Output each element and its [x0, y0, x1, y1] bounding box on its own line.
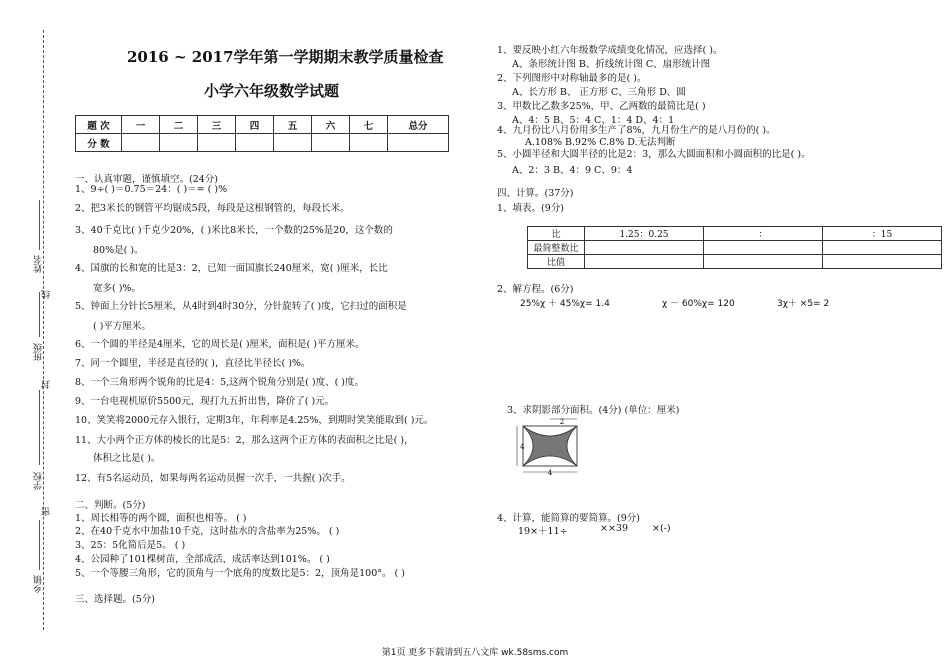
choice-4: 4、九月份比八月份用多生产了8%，九月份生产的是八月份的( )。	[497, 125, 776, 136]
fill-table-title: 1、填表。(9分)	[497, 203, 565, 214]
score-cell[interactable]	[160, 134, 198, 152]
score-header-cell: 三	[198, 116, 236, 134]
score-header-cell: 四	[236, 116, 274, 134]
question-11-cont: 体积之比是( )。	[93, 453, 161, 464]
score-header-cell: 题 次	[76, 116, 122, 134]
question-8: 8、一个三角形两个锐角的比是4：5,这两个锐角分别是( )度、( )度。	[75, 377, 365, 388]
ratio-table-row	[528, 255, 942, 269]
sidebar-label-seal: 封	[42, 380, 52, 389]
sidebar-label-line: 线	[42, 290, 52, 299]
class-underline	[39, 292, 40, 337]
sidebar-label-school: 学校	[34, 472, 44, 490]
dimension-bottom-label: 4	[547, 469, 553, 476]
choice-1: 1、要反映小红六年级数学成绩变化情况，应选择( )。	[497, 45, 723, 56]
sidebar-label-secret: 密	[42, 507, 52, 516]
judge-1: 1、周长相等的两个圆，面积也相等。 ( )	[75, 513, 247, 524]
score-cell[interactable]	[350, 134, 388, 152]
question-4: 4、国旗的长和宽的比是3：2，已知一面国旗长240厘米，宽( )厘米，长比	[75, 263, 388, 274]
score-header-cell: 五	[274, 116, 312, 134]
choice-2-options: A、长方形 B、 正方形 C、三角形 D、圆	[512, 87, 686, 98]
ratio-cell[interactable]	[704, 241, 823, 255]
ratio-cell[interactable]	[585, 241, 704, 255]
ratio-table-row	[528, 227, 942, 241]
score-cell[interactable]	[198, 134, 236, 152]
ratio-cell[interactable]	[823, 241, 942, 255]
ratio-cell[interactable]	[704, 255, 823, 269]
question-10: 10、笑笑将2000元存入银行，定期3年，年利率是4.25%，到期时笑笑能取到( )元。	[75, 415, 434, 426]
ratio-table	[527, 226, 942, 269]
ratio-row-label: 比	[528, 227, 585, 241]
equation-3: 3χ＋ ×5= 2	[777, 299, 830, 309]
choice-1-options: A、条形统计图 B、折线统计图 C、扇形统计图	[512, 59, 711, 70]
ratio-row-label: 最简整数比	[528, 241, 585, 255]
section-4-title: 四、计算。(37分)	[497, 188, 574, 199]
score-header-cell: 二	[160, 116, 198, 134]
equation-1: 25%χ ＋ 45%χ= 1.4	[520, 299, 610, 309]
question-5: 5、钟面上分针长5厘米，从4时到4时30分，分针旋转了( )度，它扫过的面积是	[75, 301, 407, 312]
ratio-table-row	[528, 241, 942, 255]
score-cell[interactable]	[236, 134, 274, 152]
calc-2: ××39	[600, 523, 629, 534]
equation-title: 2、解方程。(6分)	[497, 284, 574, 295]
judge-4: 4、公园种了101棵树苗，全部成活，成活率达到101%。 ( )	[75, 554, 330, 565]
question-11: 11、大小两个正方体的棱长的比是5：2，那么这两个正方体的表面积之比是( )，	[75, 435, 414, 446]
equation-2: χ － 60%χ= 120	[662, 299, 735, 309]
question-2: 2、把3米长的钢管平均锯成5段，每段是这根钢管的，每段长米。	[75, 203, 350, 214]
ratio-cell: 1.25：0.25	[585, 227, 704, 241]
ratio-cell: ：15	[823, 227, 942, 241]
question-5-cont: ( )平方厘米。	[93, 321, 151, 332]
section-2-title: 二、判断。(5分)	[75, 500, 146, 511]
choice-5-options: A、2：3 B、4：9 C、9：4	[512, 165, 633, 176]
figure-shaded-region	[523, 426, 577, 466]
score-header-cell: 总分	[388, 116, 449, 134]
calc-title: 4、计算，能简算的要简算。(9分)	[497, 513, 641, 524]
score-header-cell: 六	[312, 116, 350, 134]
judge-2: 2、在40千克水中加盐10千克，这时盐水的含盐率为25%。 ( )	[75, 526, 340, 537]
sidebar-label-town: 乡镇	[34, 575, 44, 593]
section-1-title: 一、认真审题，谨慎填空。(24分)	[75, 174, 219, 185]
choice-2: 2、下列图形中对称轴最多的是( )。	[497, 73, 647, 84]
calc-1: 19×＋11÷	[518, 526, 568, 537]
question-4-cont: 宽多( )%。	[93, 283, 141, 294]
page-subtitle: 小学六年级数学试题	[204, 82, 340, 100]
score-header-cell: 七	[350, 116, 388, 134]
section-3-title: 三、选择题。(5分)	[75, 594, 155, 605]
dimension-left-label: 4	[520, 443, 525, 451]
school-underline	[39, 390, 40, 465]
score-table	[75, 115, 449, 152]
score-cell[interactable]	[312, 134, 350, 152]
question-3: 3、40千克比( )千克少20%，( )米比8米长，一个数的25%是20，这个数的	[75, 225, 393, 236]
choice-5: 5、小圆半径和大圆半径的比是2：3，那么大圆面积和小圆面积的比是( )。	[497, 149, 811, 160]
page-title: 2016 ~ 2017学年第一学期期末教学质量检查	[127, 48, 444, 66]
choice-3: 3、甲数比乙数多25%，甲、乙两数的最简比是( )	[497, 101, 706, 112]
judge-3: 3、25：5化简后是5。 ( )	[75, 540, 186, 551]
calc-3: ×(-)	[652, 523, 671, 534]
question-7: 7、同一个圆里，半径是直径的( )，直径比半径长( )%。	[75, 358, 311, 369]
score-cell[interactable]	[122, 134, 160, 152]
question-12: 12、有5名运动员，如果每两名运动员握一次手，一共握( )次手。	[75, 473, 351, 484]
dimension-top-label: 2	[559, 418, 565, 426]
judge-5: 5、一个等腰三角形，它的顶角与一个底角的度数比是5：2，顶角是100°。 ( )	[75, 568, 405, 579]
binding-dashed-line	[43, 30, 44, 630]
choice-3-options: A、4：5 B、5：4 C、1：4 D、4：1	[512, 115, 675, 126]
shaded-area-figure	[515, 418, 590, 476]
ratio-row-label: 比值	[528, 255, 585, 269]
town-underline	[39, 520, 40, 570]
question-3-cont: 80%是( )。	[93, 245, 144, 256]
ratio-cell[interactable]	[823, 255, 942, 269]
question-9: 9、一台电视机原价5500元，现打九五折出售，降价了( )元。	[75, 396, 335, 407]
score-cell[interactable]	[388, 134, 449, 152]
score-table-row	[76, 134, 449, 152]
score-cell[interactable]	[274, 134, 312, 152]
score-header-cell: 一	[122, 116, 160, 134]
ratio-cell: ：	[704, 227, 823, 241]
ratio-cell[interactable]	[585, 255, 704, 269]
name-underline	[39, 200, 40, 250]
sidebar-label-class: 班级	[34, 343, 44, 361]
shaded-area-title: 3、求阴影部分面积。(4分) (单位：厘米)	[507, 405, 680, 416]
page-footer: 第1页 更多下载请到五八文库 wk.58sms.com	[381, 648, 569, 658]
choice-4-options: A.108% B.92% C.8% D.无法判断	[525, 137, 676, 148]
score-row-label: 分 数	[76, 134, 122, 152]
score-table-row	[76, 116, 449, 134]
question-1: 1、9÷( )＝0.75＝24：( )＝= ( )%	[75, 184, 228, 195]
sidebar-label-name: 姓名	[34, 255, 44, 273]
question-6: 6、一个圆的半径是4厘米，它的周长是( )厘米，面积是( )平方厘米。	[75, 339, 365, 350]
